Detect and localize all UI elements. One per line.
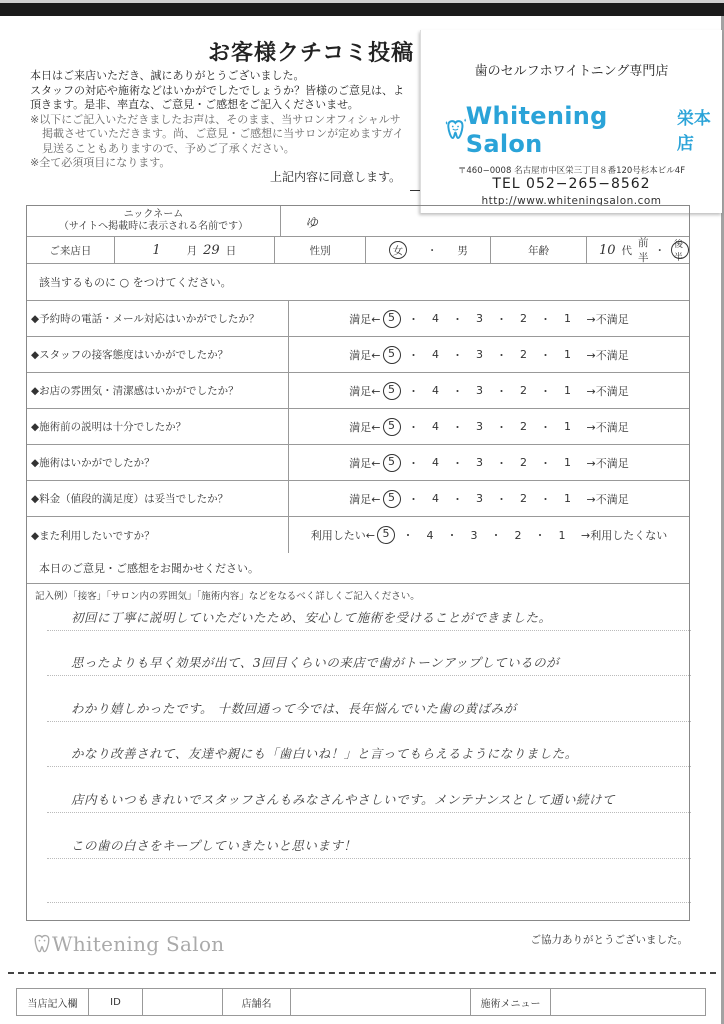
card-logo	[443, 102, 722, 158]
age-value[interactable]: 10	[598, 242, 616, 258]
rating-option-3[interactable]: 3	[476, 384, 483, 397]
scale-right-label: →不満足	[586, 348, 629, 362]
separator-dot: ・	[408, 456, 419, 470]
separator-dot: ・	[540, 312, 551, 326]
rating-option-1[interactable]: 1	[564, 384, 571, 397]
comment-handwritten-line: わかり嬉しかったです。 十数回通って今では、長年悩んでいた歯の黄ばみが	[71, 701, 517, 716]
age-label: 年齢	[491, 237, 587, 263]
intro-line: 本日はご来店いただき、誠にありがとうございました。	[30, 69, 305, 82]
rating-row	[27, 445, 689, 481]
separator-dot: ・	[496, 312, 507, 326]
rating-option-4[interactable]: 4	[432, 492, 439, 505]
rating-option-1[interactable]: 1	[564, 492, 571, 505]
rating-scale	[289, 445, 689, 480]
cut-line	[8, 972, 716, 974]
separator-dot: ・	[408, 492, 419, 506]
rating-option-4[interactable]: 4	[432, 420, 439, 433]
question-label: ◆施術はいかがでしたか？	[27, 445, 289, 480]
comment-handwritten-line: 思ったよりも早く効果が出て、3回目くらいの来店で歯がトーンアップしているのが	[71, 655, 560, 670]
rating-option-2[interactable]: 2	[514, 528, 522, 542]
thanks-text: ご協力ありがとうございました。	[530, 934, 688, 946]
separator-dot: ・	[452, 420, 463, 434]
comment-handwritten-line: かなり改善されて、友達や親にも「歯白いね！」と言ってもらえるようになりました。	[71, 746, 578, 761]
footer-logo	[30, 932, 224, 956]
separator-dot: ・	[452, 384, 463, 398]
nickname-field[interactable]	[281, 206, 689, 236]
comment-header-row	[27, 553, 689, 584]
separator-dot: ・	[446, 529, 458, 542]
id-label: ID	[89, 989, 143, 1015]
visit-date-field[interactable]	[115, 237, 275, 263]
comment-area[interactable]	[27, 584, 689, 920]
rating-option-1[interactable]: 1	[558, 528, 566, 542]
rating-option-2[interactable]: 2	[520, 384, 527, 397]
rating-option-5[interactable]: 5	[383, 418, 401, 436]
rating-row	[27, 301, 689, 337]
rating-option-2[interactable]: 2	[520, 456, 527, 469]
nickname-label-main: ニックネーム	[123, 209, 184, 220]
footer-logo-text: Whitening Salon	[52, 932, 225, 956]
nickname-label	[27, 206, 281, 236]
rating-option-3[interactable]: 3	[476, 420, 483, 433]
instruction-row	[27, 264, 689, 301]
card-store-name: 栄本店	[676, 109, 711, 154]
gender-option-male[interactable]: 男	[457, 244, 468, 257]
menu-field[interactable]	[551, 989, 705, 1015]
day-unit: 日	[225, 244, 237, 257]
separator-dot: ・	[490, 529, 502, 542]
question-label: ◆予約時の電話・メール対応はいかがでしたか？	[27, 301, 289, 336]
question-label: ◆お店の雰囲気・清潔感はいかがでしたか？	[27, 373, 289, 408]
note-line: 掲載させていただきます。尚、ご意見・ご感想に当サロンが定めますガイ	[42, 127, 404, 140]
separator-dot: ・	[540, 492, 551, 506]
card-url[interactable]: http://www.whiteningsalon.com	[481, 195, 662, 207]
rating-scale	[289, 517, 689, 553]
nickname-value: ゆ	[305, 215, 319, 231]
id-field[interactable]	[143, 989, 223, 1015]
rating-option-2[interactable]: 2	[520, 348, 527, 361]
rating-option-3[interactable]: 3	[470, 528, 478, 542]
comment-handwritten-line: 初回に丁寧に説明していただいたため、安心して施術を受けることができました。	[71, 610, 552, 625]
rating-option-1[interactable]: 1	[564, 456, 571, 469]
rating-option-3[interactable]: 3	[476, 492, 483, 505]
separator-dot: ・	[452, 348, 463, 362]
question-label: ◆料金（値段的満足度）は妥当でしたか？	[27, 481, 289, 516]
nickname-label-sub: （サイトへ掲載時に表示される名前です）	[58, 221, 249, 232]
rating-scale	[289, 301, 689, 336]
rating-option-1[interactable]: 1	[564, 348, 571, 361]
rating-option-4[interactable]: 4	[432, 348, 439, 361]
rating-scale	[289, 337, 689, 372]
nickname-row	[27, 206, 689, 237]
rating-option-4[interactable]: 4	[432, 312, 439, 325]
comment-ruled-line	[47, 675, 691, 676]
card-address: 〒460−0008 名古屋市中区栄三丁目８番120号杉本ビル4F	[457, 166, 686, 176]
scan-top-strip	[0, 0, 724, 3]
separator-dot: ・	[496, 420, 507, 434]
note-line: ※以下にご記入いただきましたお声は、そのまま、当サロンオフィシャルサ	[30, 112, 401, 126]
intro-text	[30, 69, 430, 171]
scale-right-label: →不満足	[586, 384, 629, 398]
rating-option-2[interactable]: 2	[520, 312, 527, 325]
rating-row	[27, 373, 689, 409]
separator-dot: ・	[452, 492, 463, 506]
rating-option-4[interactable]: 4	[432, 456, 439, 469]
scale-right-label: →不満足	[586, 312, 629, 326]
card-logo-text: Whitening Salon	[465, 102, 608, 158]
question-label: ◆施術前の説明は十分でしたか？	[27, 409, 289, 444]
separator-dot: ・	[654, 244, 665, 257]
tooth-smile-icon	[30, 933, 54, 955]
intro-line: 頂きます。是非、率直な、ご意見・ご感想をご記入くださいませ。	[30, 98, 359, 111]
rating-option-5[interactable]: 5	[383, 310, 401, 328]
separator-dot: ・	[540, 456, 551, 470]
separator-dot: ・	[496, 384, 507, 398]
separator-dot: ・	[408, 348, 419, 362]
rating-option-4[interactable]: 4	[426, 528, 434, 542]
comment-handwritten-line: この歯の白さをキープしていきたいと思います！	[71, 838, 357, 853]
separator-dot: ・	[408, 312, 419, 326]
comment-ruled-line	[47, 858, 691, 859]
scale-right-label: →不満足	[586, 456, 629, 470]
rating-scale	[289, 481, 689, 516]
rating-option-5[interactable]: 5	[383, 346, 401, 364]
visit-day-value: 29	[203, 242, 220, 258]
comment-ruled-line	[47, 630, 691, 631]
rating-option-2[interactable]: 2	[520, 420, 527, 433]
intro-line: スタッフの対応や施術などはいかがでしたでしょうか？皆様のご意見は、よ	[30, 83, 404, 97]
rating-questions	[27, 301, 689, 553]
instruction-text: 該当するものに ○ をつけてください。	[39, 276, 232, 289]
card-tel: TEL 052−265−8562	[492, 176, 651, 192]
rating-option-5[interactable]: 5	[377, 526, 395, 544]
scale-left-label: 満足←	[349, 456, 381, 470]
comment-header: 本日のご意見・ご感想をお聞かせください。	[39, 562, 259, 575]
visit-month-value: 1	[152, 242, 161, 258]
staff-entry-table	[16, 988, 706, 1016]
separator-dot: ・	[540, 384, 551, 398]
scale-right-label: →不満足	[586, 420, 629, 434]
scale-left-label: 利用したい←	[310, 529, 375, 542]
scale-left-label: 満足←	[349, 420, 381, 434]
agree-text: 上記内容に同意します。	[270, 170, 402, 184]
rating-row	[27, 481, 689, 517]
rating-row	[27, 517, 689, 553]
scale-left-label: 満足←	[349, 312, 381, 326]
visit-date-label: ご来店日	[27, 237, 115, 263]
month-unit: 月	[186, 244, 198, 257]
card-tagline: 歯のセルフホワイトニング専門店	[474, 64, 669, 79]
separator-dot: ・	[534, 529, 546, 542]
rating-option-3[interactable]: 3	[476, 456, 483, 469]
comment-ruled-line	[47, 902, 691, 903]
note-line: 見送ることもありますので、予めご了承ください。	[42, 141, 295, 155]
page-title: お客様クチコミ投稿	[208, 41, 415, 66]
rating-option-1[interactable]: 1	[564, 420, 571, 433]
rating-scale	[289, 373, 689, 408]
separator-dot: ・	[496, 456, 507, 470]
rating-row	[27, 409, 689, 445]
separator-dot: ・	[402, 529, 414, 542]
age-unit: 代	[621, 244, 632, 257]
separator-dot: ・	[540, 420, 551, 434]
separator-dot: ・	[408, 420, 419, 434]
question-label: ◆スタッフの接客態度はいかがでしたか？	[27, 337, 289, 372]
comment-handwritten-line: 店内もいつもきれいでスタッフさんもみなさんやさしいです。メンテナンスとして通い続けて	[71, 792, 616, 807]
rating-option-4[interactable]: 4	[432, 384, 439, 397]
age-option-late[interactable]: 後半	[671, 241, 689, 259]
comment-ruled-line	[47, 812, 691, 813]
scale-left-label: 満足←	[349, 348, 381, 362]
separator-dot: ・	[496, 348, 507, 362]
note-line: ※全て必須項目になります。	[30, 156, 171, 169]
store-name-field[interactable]	[291, 989, 471, 1015]
separator-dot: ・	[496, 492, 507, 506]
gender-label: 性別	[275, 237, 367, 263]
rating-row	[27, 337, 689, 373]
rating-option-5[interactable]: 5	[383, 382, 401, 400]
comment-example: 記入例）「接客」「サロン内の雰囲気」「施術内容」などをなるべく詳しくご記入ください。	[35, 591, 420, 602]
scale-left-label: 満足←	[349, 492, 381, 506]
age-field	[587, 237, 689, 263]
gender-field	[366, 237, 491, 263]
separator-dot: ・	[452, 312, 463, 326]
age-option-early[interactable]: 前半	[637, 237, 649, 264]
scale-right-label: →利用したくない	[581, 529, 668, 542]
question-label: ◆また利用したいですか？	[27, 517, 289, 553]
gender-option-female[interactable]: 女	[389, 241, 407, 259]
separator-dot: ・	[452, 456, 463, 470]
scale-right-label: →不満足	[586, 492, 629, 506]
menu-label: 施術メニュー	[471, 989, 551, 1015]
separator-dot: ・	[540, 348, 551, 362]
store-name-label: 店舗名	[223, 989, 291, 1015]
rating-option-1[interactable]: 1	[564, 312, 571, 325]
staff-entry-label: 当店記入欄	[17, 989, 89, 1015]
separator-dot: ・	[408, 384, 419, 398]
visit-row	[27, 237, 689, 264]
rating-option-5[interactable]: 5	[383, 490, 401, 508]
rating-option-3[interactable]: 3	[476, 312, 483, 325]
comment-ruled-line	[47, 721, 691, 722]
rating-option-2[interactable]: 2	[520, 492, 527, 505]
survey-form	[26, 205, 690, 921]
rating-option-3[interactable]: 3	[476, 348, 483, 361]
scale-left-label: 満足←	[349, 384, 381, 398]
tooth-smile-icon	[443, 117, 468, 143]
rating-option-5[interactable]: 5	[383, 454, 401, 472]
rating-scale	[289, 409, 689, 444]
business-card	[420, 30, 722, 213]
comment-ruled-line	[47, 766, 691, 767]
separator-dot: ・	[426, 244, 438, 257]
